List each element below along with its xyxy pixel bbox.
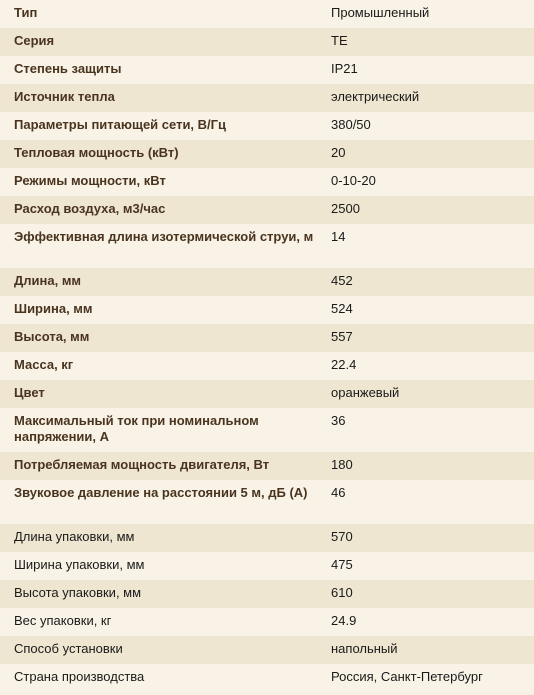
spec-value: 180 xyxy=(325,452,534,480)
spec-label: Ширина, мм xyxy=(0,296,325,324)
table-row xyxy=(0,636,534,664)
table-row xyxy=(0,0,534,28)
spec-value: 452 xyxy=(325,268,534,296)
table-row xyxy=(0,140,534,168)
table-row xyxy=(0,168,534,196)
spec-label: Источник тепла xyxy=(0,84,325,112)
spec-label: Страна производства xyxy=(0,664,325,692)
table-row xyxy=(0,524,534,552)
spec-label: Звуковое давление на расстоянии 5 м, дБ (А) xyxy=(0,480,325,524)
table-row xyxy=(0,56,534,84)
spec-value: IP21 xyxy=(325,56,534,84)
spec-label: Ширина упаковки, мм xyxy=(0,552,325,580)
spec-value: TE xyxy=(325,28,534,56)
spec-label: Максимальный ток при номинальном напряжении, А xyxy=(0,408,325,452)
table-row xyxy=(0,224,534,268)
spec-label: Серия xyxy=(0,28,325,56)
spec-value: 380/50 xyxy=(325,112,534,140)
table-row xyxy=(0,408,534,452)
table-row xyxy=(0,380,534,408)
table-row xyxy=(0,452,534,480)
table-row xyxy=(0,268,534,296)
spec-value: электрический xyxy=(325,84,534,112)
spec-label: Высота, мм xyxy=(0,324,325,352)
table-row xyxy=(0,664,534,692)
spec-value: 20 xyxy=(325,140,534,168)
table-row xyxy=(0,112,534,140)
spec-label: Степень защиты xyxy=(0,56,325,84)
spec-label: Вес упаковки, кг xyxy=(0,608,325,636)
table-row xyxy=(0,196,534,224)
table-row xyxy=(0,28,534,56)
spec-value: 46 xyxy=(325,480,534,524)
table-row xyxy=(0,84,534,112)
spec-value: 570 xyxy=(325,524,534,552)
spec-label: Эффективная длина изотермической струи, м xyxy=(0,224,325,268)
spec-label: Масса, кг xyxy=(0,352,325,380)
table-row xyxy=(0,552,534,580)
spec-label: Тип xyxy=(0,0,325,28)
spec-label: Способ установки xyxy=(0,636,325,664)
spec-value: Промышленный xyxy=(325,0,534,28)
table-row xyxy=(0,580,534,608)
spec-value: 475 xyxy=(325,552,534,580)
spec-label: Режимы мощности, кВт xyxy=(0,168,325,196)
spec-value: 14 xyxy=(325,224,534,268)
spec-value: 524 xyxy=(325,296,534,324)
spec-value: 22.4 xyxy=(325,352,534,380)
spec-label: Высота упаковки, мм xyxy=(0,580,325,608)
spec-value: 2500 xyxy=(325,196,534,224)
spec-value: оранжевый xyxy=(325,380,534,408)
spec-label: Длина, мм xyxy=(0,268,325,296)
table-row xyxy=(0,608,534,636)
table-row xyxy=(0,296,534,324)
spec-label: Параметры питающей сети, В/Гц xyxy=(0,112,325,140)
spec-value: 557 xyxy=(325,324,534,352)
spec-label: Расход воздуха, м3/час xyxy=(0,196,325,224)
spec-label: Потребляемая мощность двигателя, Вт xyxy=(0,452,325,480)
table-row xyxy=(0,480,534,524)
spec-value: 24.9 xyxy=(325,608,534,636)
spec-value: напольный xyxy=(325,636,534,664)
spec-value: 0-10-20 xyxy=(325,168,534,196)
table-row xyxy=(0,352,534,380)
spec-label: Цвет xyxy=(0,380,325,408)
spec-label: Длина упаковки, мм xyxy=(0,524,325,552)
spec-value: Россия, Санкт-Петербург xyxy=(325,664,534,692)
spec-value: 610 xyxy=(325,580,534,608)
spec-label: Тепловая мощность (кВт) xyxy=(0,140,325,168)
spec-value: 36 xyxy=(325,408,534,452)
table-row xyxy=(0,324,534,352)
